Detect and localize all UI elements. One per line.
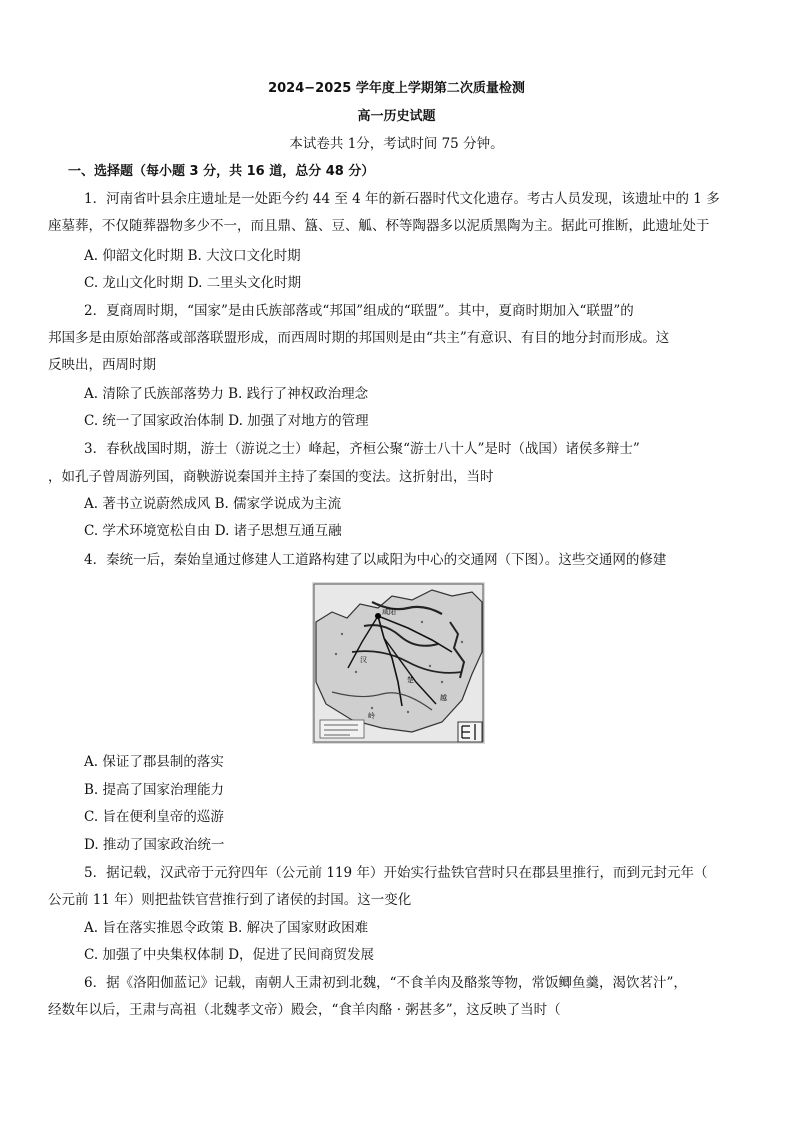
map-label-chu: 楚 bbox=[407, 676, 414, 684]
question-5-option-cd: C. 加强了中央集权体制 D，促进了民间商贸发展 bbox=[84, 947, 375, 963]
question-3-line-1: 3．春秋战国时期，游士（游说之士）峰起，齐桓公聚“游士八十人”是时（战国）诸侯多辩士” bbox=[84, 441, 640, 457]
map-image bbox=[312, 582, 485, 744]
question-1-line-2: 座墓葬，不仅随葬器物多少不一，而且鼎、簋、豆、觚、杯等陶器多以泥质黑陶为主。据此可推断，此遗址处于 bbox=[48, 218, 710, 234]
question-4-option-b: B. 提高了国家治理能力 bbox=[84, 782, 225, 798]
question-2-line-1: 2．夏商周时期，“国家”是由氏族部落或“邦国”组成的“联盟”。其中，夏商时期加入“联盟”的 bbox=[84, 303, 634, 319]
question-2-line-3: 反映出，西周时期 bbox=[48, 357, 156, 373]
map-label-han: 汉 bbox=[360, 656, 367, 664]
exam-info: 本试卷共 1分，考试时间 75 分钟。 bbox=[289, 136, 504, 152]
question-5-line-2: 公元前 11 年）则把盐铁官营推行到了诸侯的封国。这一变化 bbox=[48, 892, 412, 908]
question-1-option-ab: A. 仰韶文化时期 B. 大汶口文化时期 bbox=[84, 248, 301, 264]
question-2-line-2: 邦国多是由原始部落或部落联盟形成，而西周时期的邦国则是由“共主”有意识、有目的地分封而形成。这 bbox=[48, 330, 670, 346]
question-6-line-2: 经数年以后，王肃与高祖（北魏孝文帝）殿会，“食羊肉酪 · 粥甚多”，这反映了当时（ bbox=[48, 1002, 561, 1018]
question-1-line-1: 1．河南省叶县余庄遗址是一处距今约 44 至 4 年的新石器时代文化遗存。考古人员发现，该遗址中的 1 多 bbox=[84, 191, 720, 207]
map-label-xianyang: 咸阳 bbox=[382, 608, 396, 616]
exam-subtitle: 高一历史试题 bbox=[357, 109, 436, 124]
question-3-option-ab: A. 著书立说蔚然成风 B. 儒家学说成为主流 bbox=[84, 496, 342, 512]
question-4-option-d: D. 推动了国家政治统一 bbox=[84, 837, 225, 853]
question-4-line-1: 4．秦统一后，秦始皇通过修建人工道路构建了以咸阳为中心的交通网（下图）。这些交通网的修建 bbox=[84, 552, 667, 568]
question-2-option-cd: C. 统一了国家政治体制 D. 加强了对地方的管理 bbox=[84, 413, 369, 429]
question-5-line-1: 5．据记载，汉武帝于元狩四年（公元前 119 年）开始实行盐铁官营时只在郡县里推行，而到元封元年（ bbox=[84, 865, 708, 881]
map-label-ling: 岭 bbox=[368, 712, 375, 720]
exam-title: 2024−2025 学年度上学期第二次质量检测 bbox=[268, 81, 525, 96]
question-5-option-ab: A. 旨在落实推恩令政策 B. 解决了国家财政困难 bbox=[84, 920, 369, 936]
question-2-option-ab: A. 清除了氏族部落势力 B. 践行了神权政治理念 bbox=[84, 386, 369, 402]
question-6-line-1: 6．据《洛阳伽蓝记》记载，南朝人王肃初到北魏，“不食羊肉及酪浆等物，常饭鲫鱼羹，渴饮茗汁”， bbox=[84, 975, 687, 991]
question-3-line-2: ，如孔子曾周游列国，商鞅游说秦国并主持了秦国的变法。这折射出，当时 bbox=[48, 469, 494, 485]
question-4-option-c: C. 旨在便利皇帝的巡游 bbox=[84, 809, 224, 825]
map-label-yue: 越 bbox=[440, 694, 447, 702]
section-heading: 一、选择题（每小题 3 分，共 16 道，总分 48 分） bbox=[68, 164, 375, 179]
qin-road-network-map bbox=[312, 582, 485, 744]
question-3-option-cd: C. 学术环境宽松自由 D. 诸子思想互通互融 bbox=[84, 523, 342, 539]
question-1-option-cd: C. 龙山文化时期 D. 二里头文化时期 bbox=[84, 275, 302, 291]
question-4-option-a: A. 保证了郡县制的落实 bbox=[84, 754, 224, 770]
